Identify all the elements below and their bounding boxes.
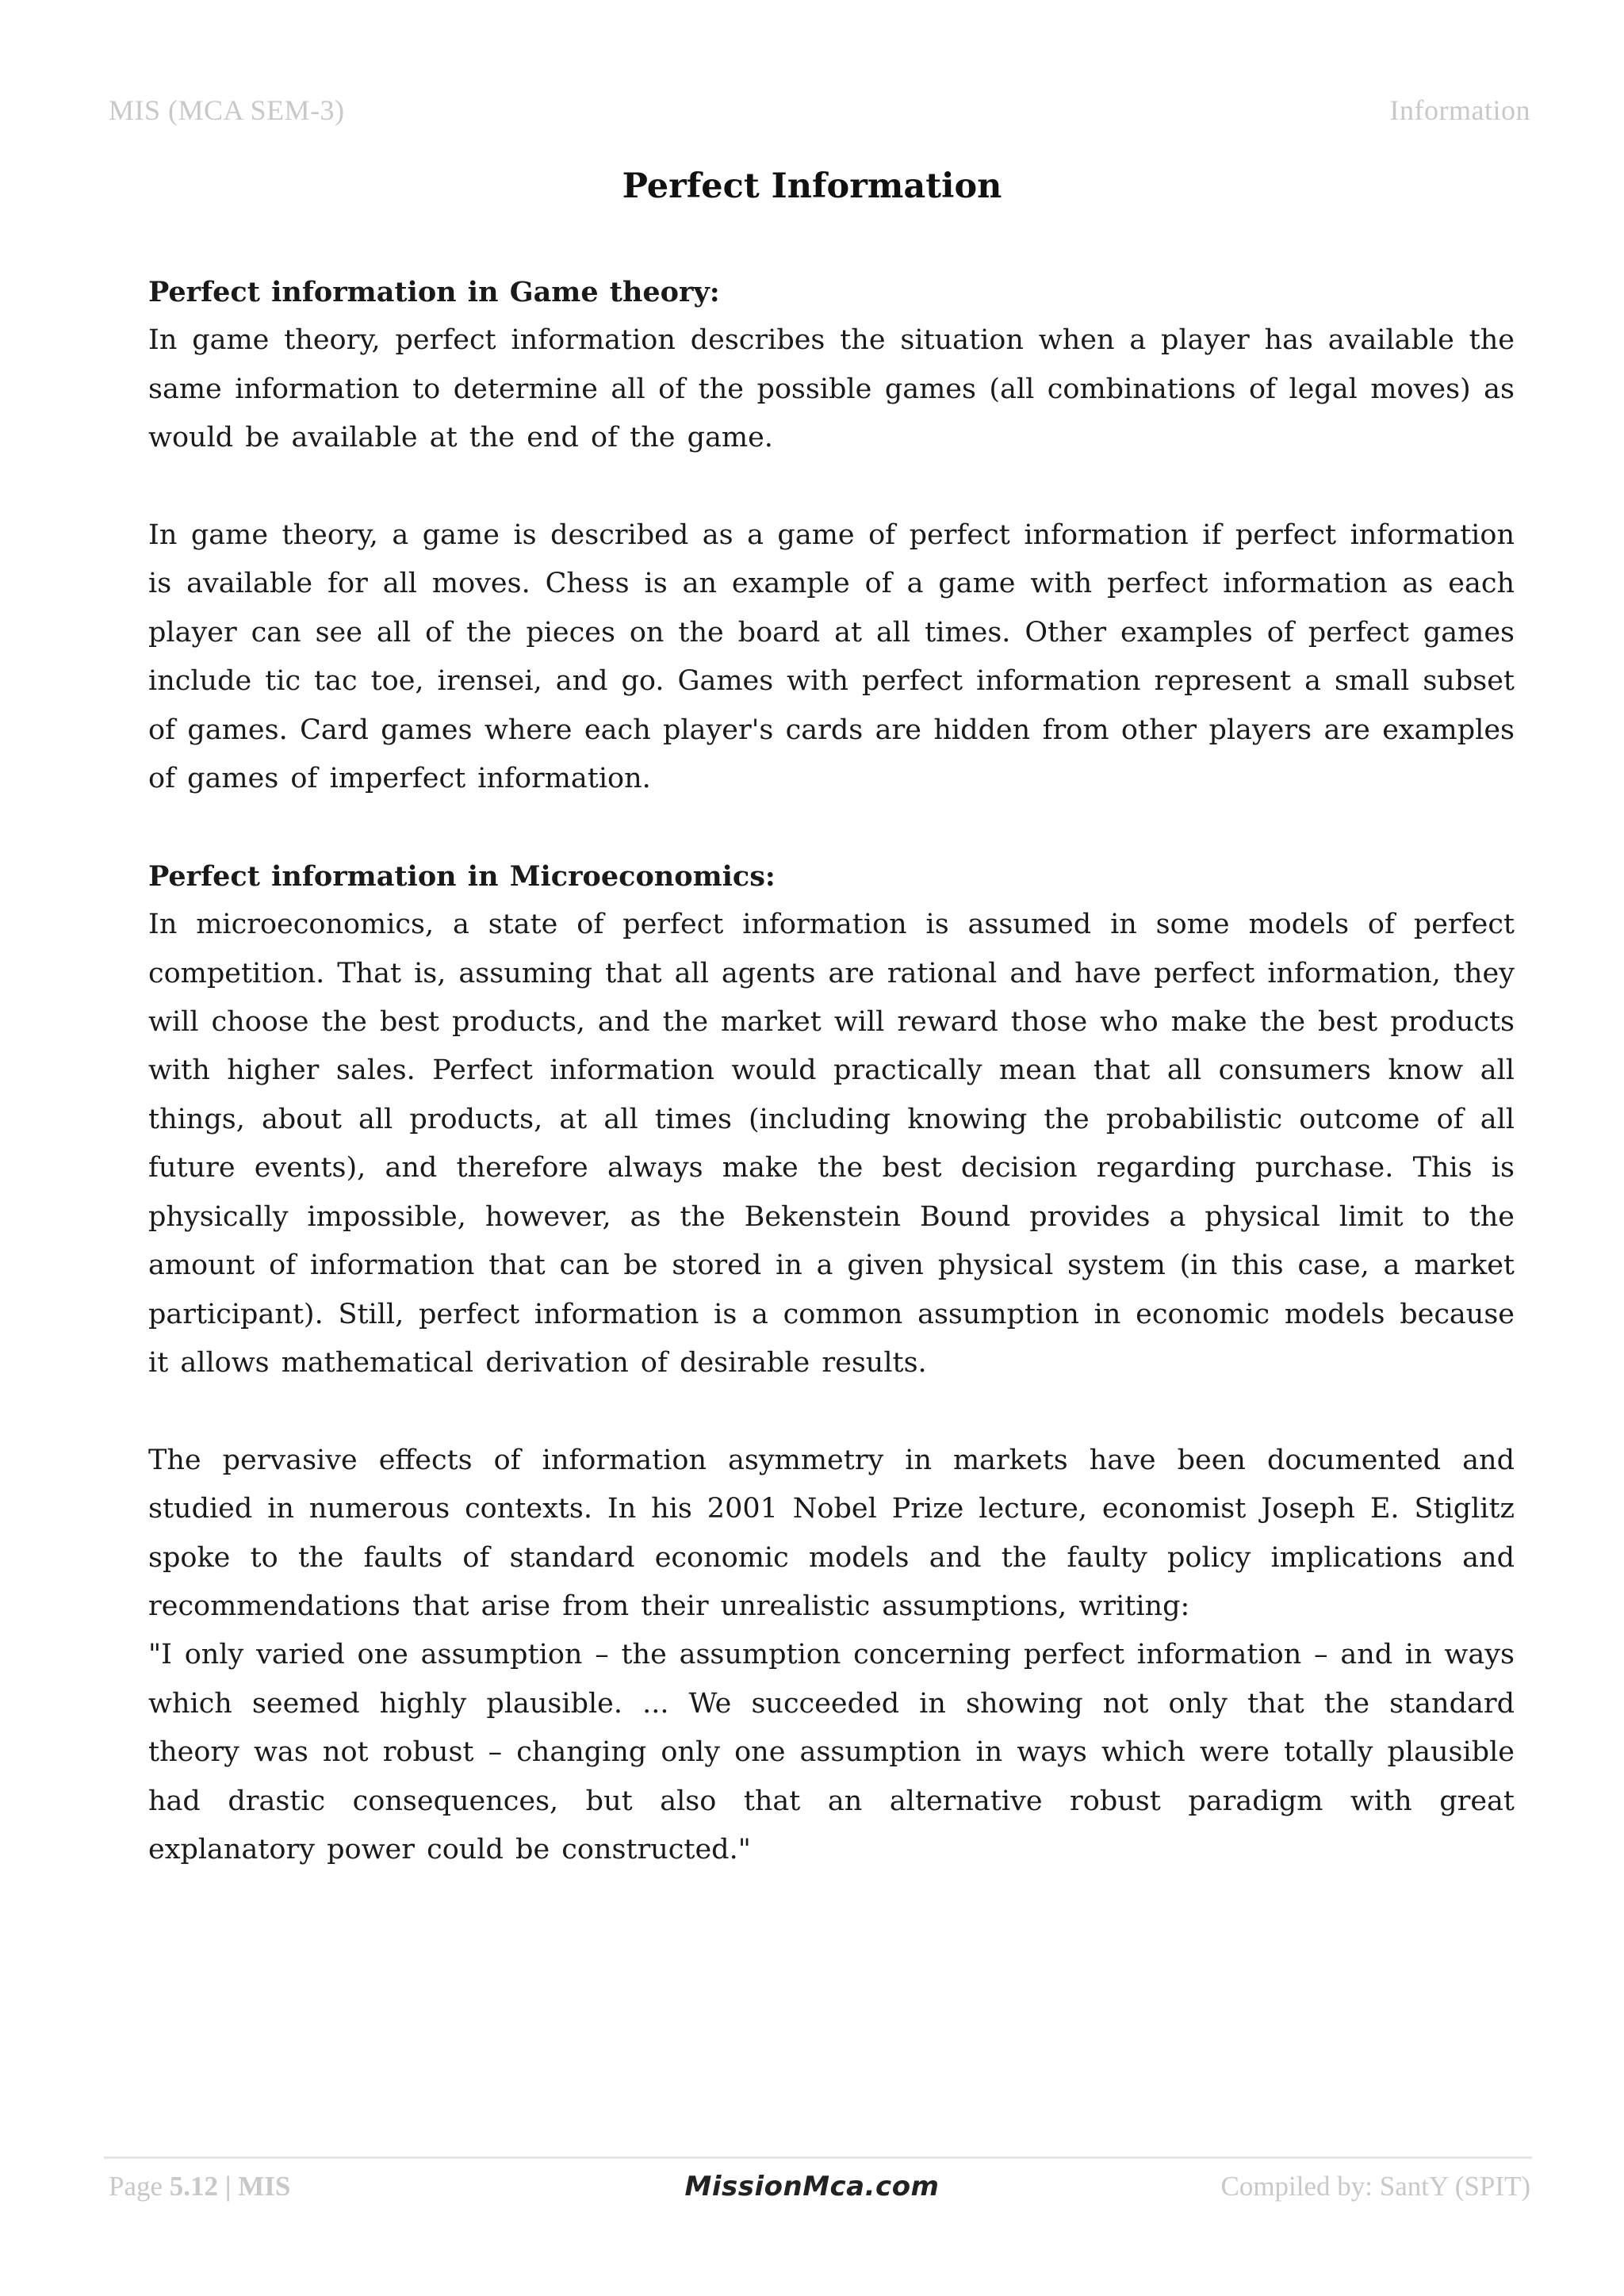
footer-page-number: 5.12 | MIS	[169, 2171, 291, 2202]
section-heading-microeconomics: Perfect information in Microeconomics:	[148, 859, 776, 893]
header-course-label: MIS (MCA SEM-3)	[109, 94, 345, 126]
page-title: Perfect Information	[622, 166, 1002, 206]
section-heading-game-theory: Perfect information in Game theory:	[148, 276, 720, 308]
paragraph-spacer	[148, 1387, 1515, 1436]
paragraph-game-theory-2: In game theory, a game is described as a game of perfect information if perfect information is available for all moves. Chess is an example of a game with perfect information as each player can see all of the pieces on the board at all times. Other examples of perfect games include tic tac toe, irensei, and go. Games with perfect information represent a small subset of games. Card games where each player's cards are hidden from other players are examples of games of imperfect information.	[148, 519, 1515, 795]
footer-brand-logo: MissionMca.com	[684, 2171, 940, 2202]
paragraph-microeconomics-2: The pervasive effects of information asymmetry in markets have been documented and studied in numerous contexts. In his 2001 Nobel Prize lecture, economist Joseph E. Stiglitz spoke to the faults of standard economic models and the faulty policy implications and recommendations that arise from their unrealistic assumptions, writing:	[148, 1444, 1515, 1622]
footer-divider	[104, 2156, 1532, 2159]
paragraph-spacer	[148, 463, 1515, 511]
header-topic-label: Information	[1389, 94, 1530, 126]
footer-page-prefix: Page	[109, 2171, 170, 2202]
footer-compiled-by: Compiled by: SantY (SPIT)	[1220, 2171, 1530, 2202]
document-body	[148, 268, 1515, 1874]
stiglitz-quote: "I only varied one assumption – the assumption concerning perfect information – and in ways which seemed highly plausible. ... We succeeded in showing not only that the standard theory was not robust – changing only one assumption in ways which were totally plausible had drastic consequences, but also that an alternative robust paradigm with great explanatory power could be constructed."	[148, 1639, 1515, 1866]
paragraph-spacer	[148, 803, 1515, 851]
paragraph-microeconomics-1: In microeconomics, a state of perfect information is assumed in some models of perfect competition. That is, assuming that all agents are rational and have perfect information, they will choose the best products, and the market will reward those who make the best products with higher sales. Perfect information would practically mean that all consumers know all things, about all products, at all times (including knowing the probabilistic outcome of all future events), and therefore always make the best decision regarding purchase. This is physically impossible, however, as the Bekenstein Bound provides a physical limit to the amount of information that can be stored in a given physical system (in this case, a market participant). Still, perfect information is a common assumption in economic models because it allows mathematical derivation of desirable results.	[148, 909, 1515, 1379]
paragraph-game-theory-1: In game theory, perfect information describes the situation when a player has available the same information to determine all of the possible games (all combinations of legal moves) as would be available at the end of the game.	[148, 324, 1515, 454]
